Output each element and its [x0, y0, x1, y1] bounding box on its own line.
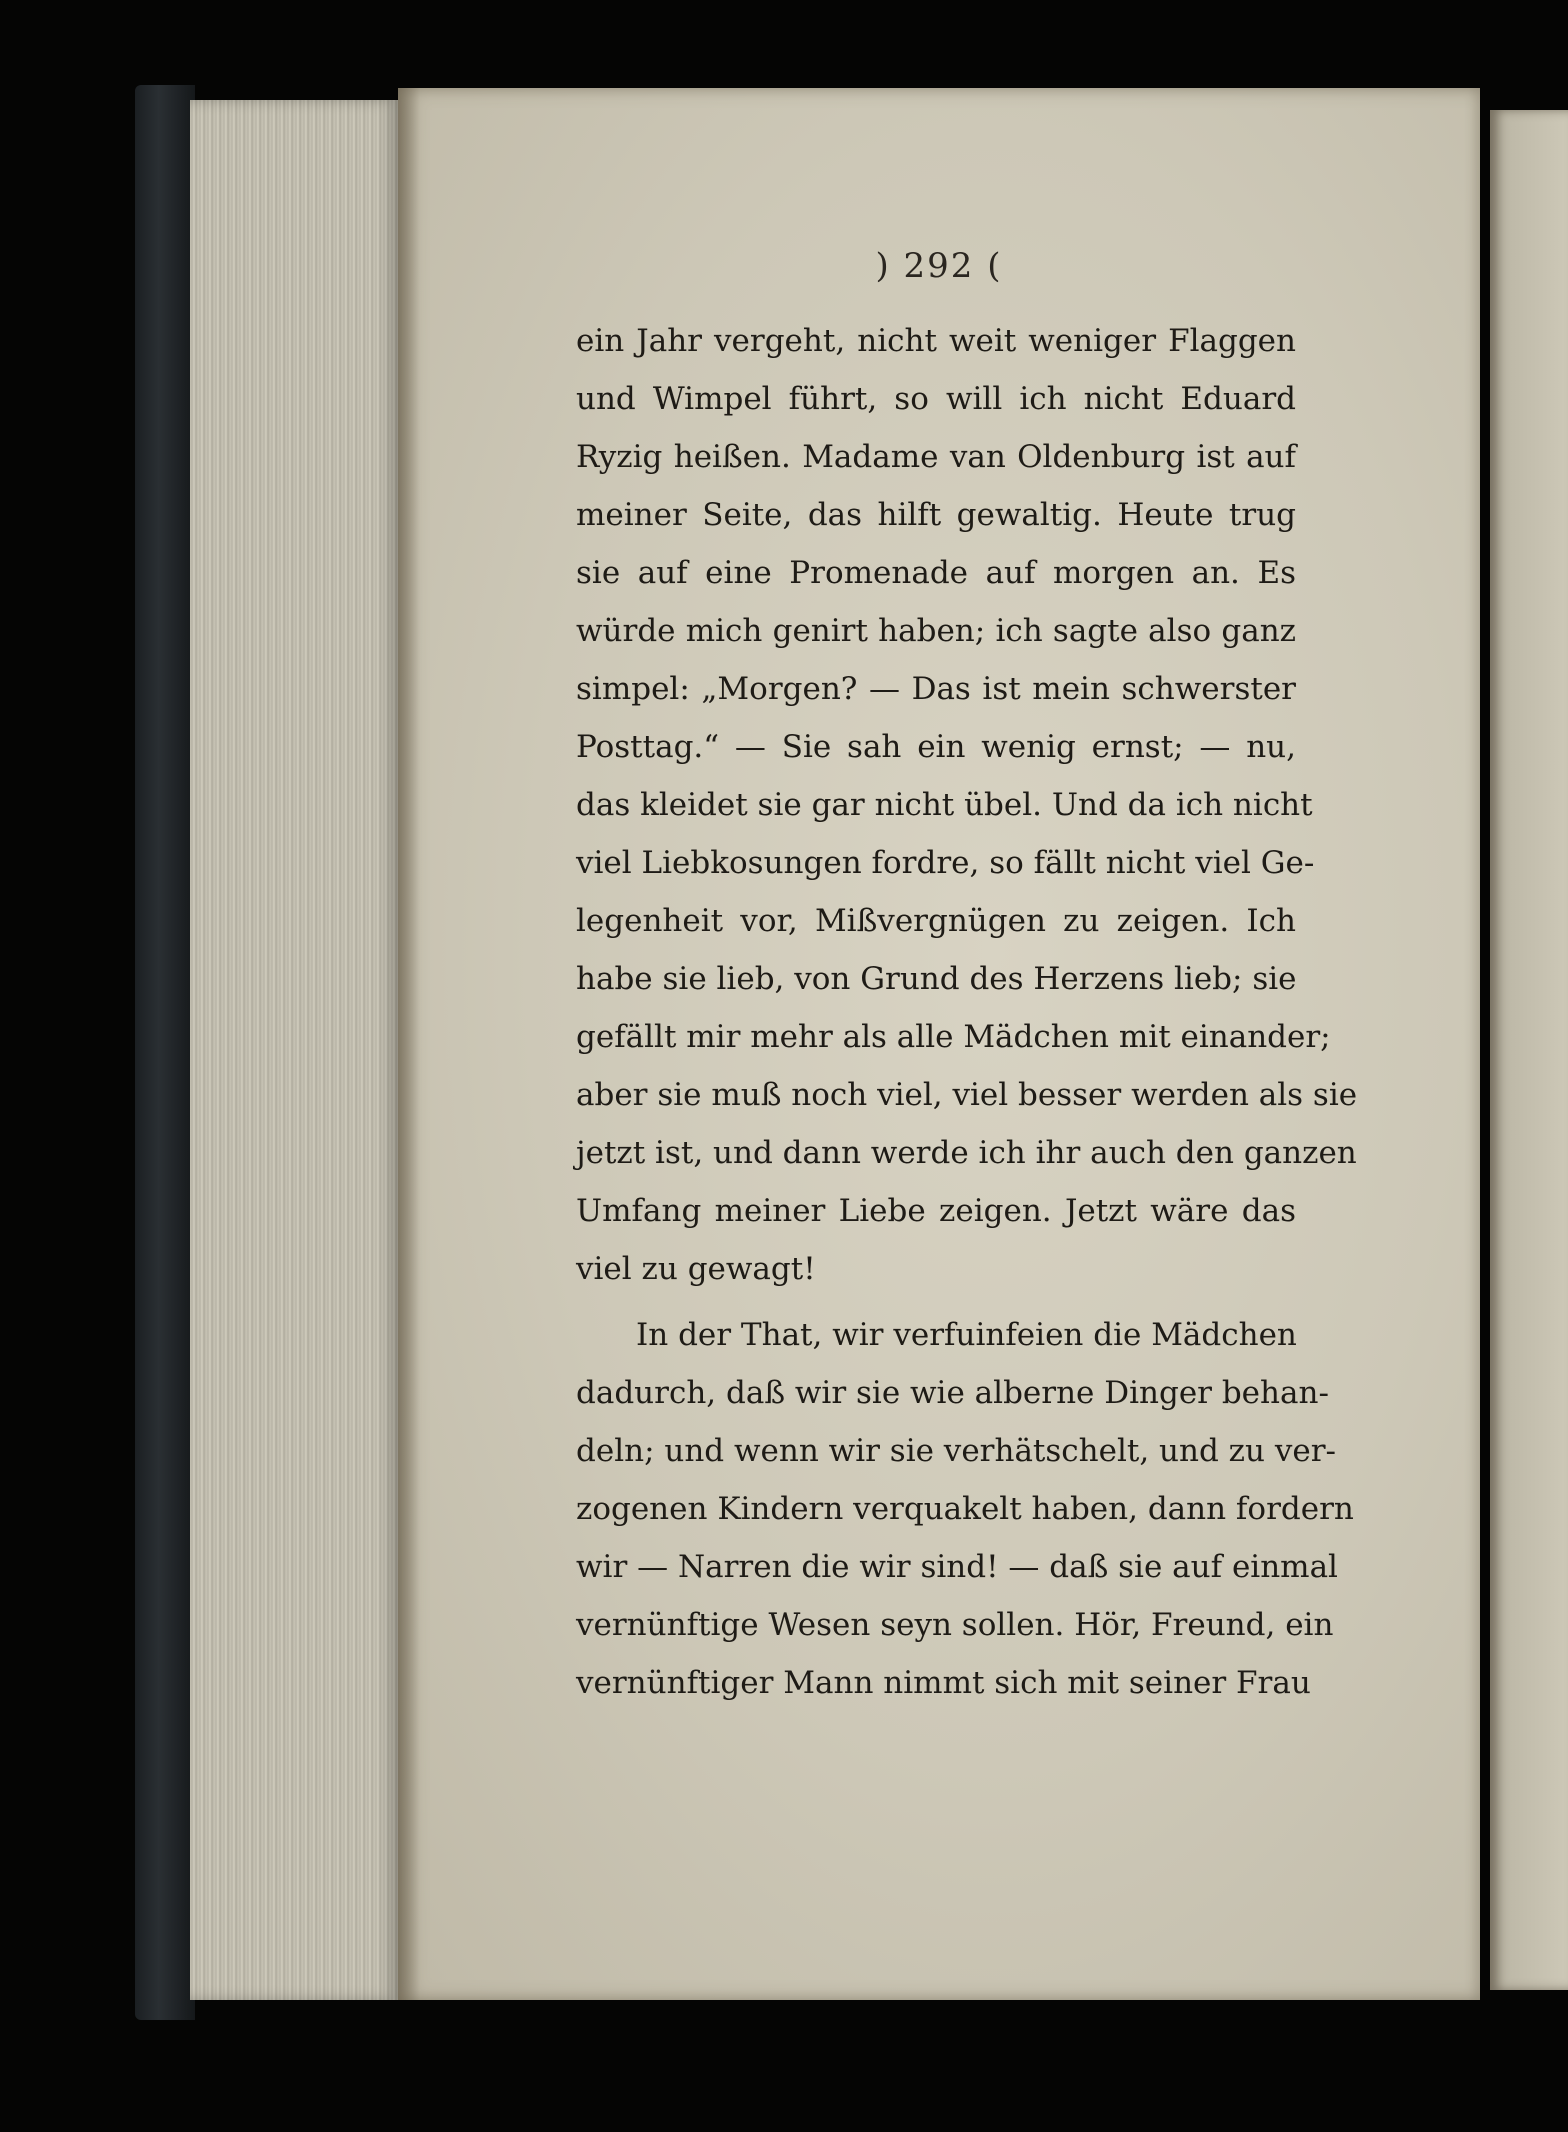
text-line: ein Jahr vergeht, nicht weit weniger Flaggen: [576, 323, 1296, 359]
text-line: Ryzig heißen. Madame van Oldenburg ist auf: [576, 439, 1296, 475]
text-line: wir — Narren die wir sind! — daß sie auf einmal: [576, 1549, 1338, 1585]
text-line: viel Liebkosungen fordre, so fällt nicht viel Ge-: [576, 845, 1315, 881]
text-line: und Wimpel führt, so will ich nicht Eduard: [576, 381, 1296, 417]
text-line: würde mich genirt haben; ich sagte also ganz: [576, 613, 1296, 649]
book-spine: [135, 85, 195, 2020]
page-text: [398, 88, 1480, 2000]
text-line: gefällt mir mehr als alle Mädchen mit einander;: [576, 1019, 1331, 1055]
text-line: sie auf eine Promenade auf morgen an. Es: [576, 555, 1296, 591]
text-line: dadurch, daß wir sie wie alberne Dinger behan-: [576, 1375, 1329, 1411]
page-edges: [190, 100, 400, 2000]
text-line: das kleidet sie gar nicht übel. Und da ich nicht: [576, 787, 1313, 823]
text-line: vernünftige Wesen seyn sollen. Hör, Freund, ein: [576, 1607, 1334, 1643]
text-line: legenheit vor, Mißvergnügen zu zeigen. Ich: [576, 903, 1296, 939]
text-line: vernünftiger Mann nimmt sich mit seiner Frau: [576, 1665, 1311, 1701]
text-line: Posttag.“ — Sie sah ein wenig ernst; — nu,: [576, 729, 1296, 765]
text-line: Umfang meiner Liebe zeigen. Jetzt wäre das: [576, 1193, 1296, 1229]
text-line: deln; und wenn wir sie verhätschelt, und zu ver-: [576, 1433, 1336, 1469]
gutter-shadow: [398, 88, 420, 2000]
text-line: aber sie muß noch viel, viel besser werden als sie: [576, 1077, 1358, 1113]
page-number-header: ) 292 (: [875, 246, 1003, 286]
text-line: simpel: „Morgen? — Das ist mein schwerster: [576, 671, 1296, 707]
facing-page-edge: [1490, 110, 1568, 1990]
text-line: viel zu gewagt!: [576, 1251, 816, 1287]
text-line: zogenen Kindern verquakelt haben, dann fordern: [576, 1491, 1354, 1527]
text-line: meiner Seite, das hilft gewaltig. Heute trug: [576, 497, 1296, 533]
paragraph-first-line: In der That, wir verfuinfeien die Mädchen: [636, 1317, 1297, 1353]
text-line: jetzt ist, und dann werde ich ihr auch den ganzen: [576, 1135, 1357, 1171]
book-page: [398, 88, 1480, 2000]
text-line: habe sie lieb, von Grund des Herzens lieb; sie: [576, 961, 1297, 997]
